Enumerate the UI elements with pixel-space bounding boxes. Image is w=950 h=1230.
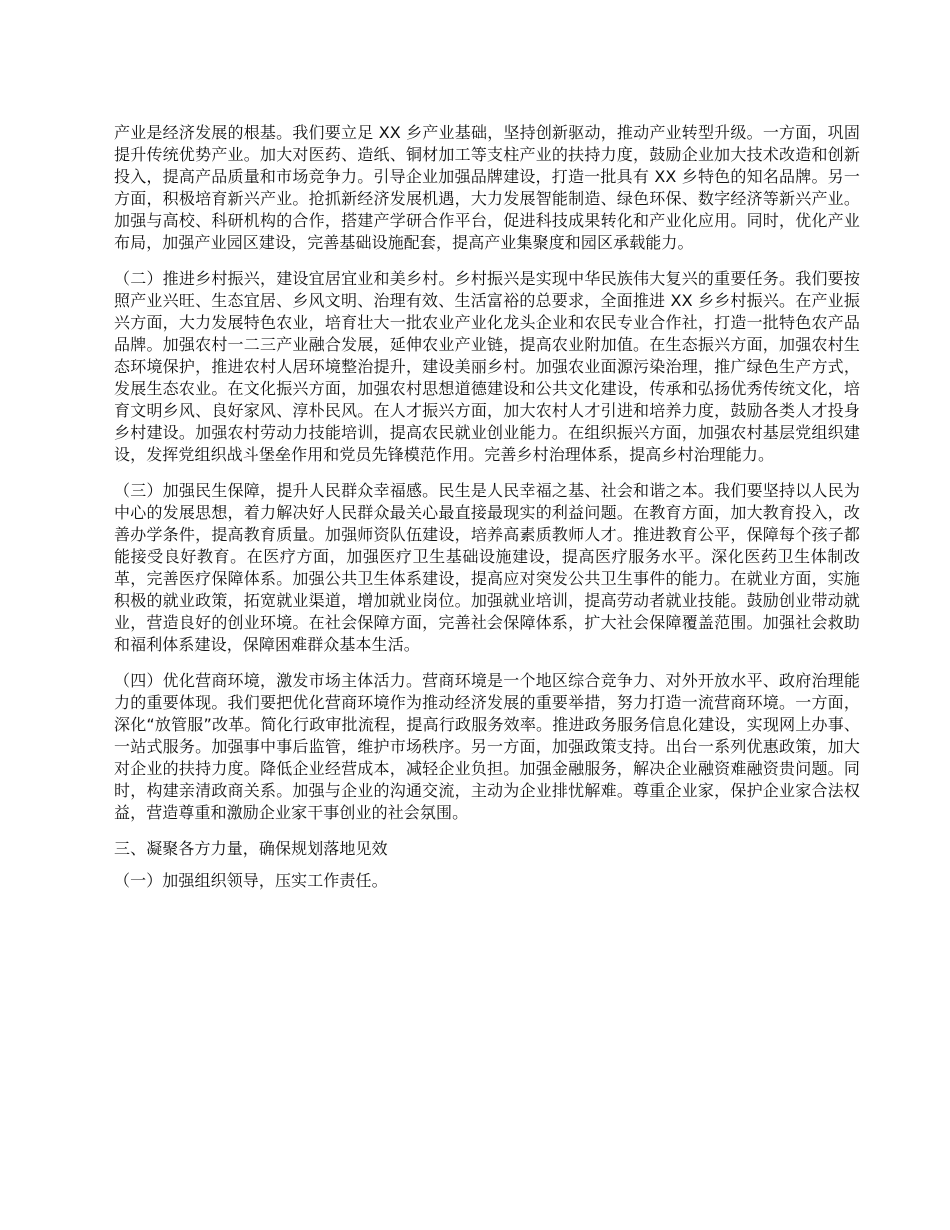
paragraph-industry: 产业是经济发展的根基。我们要立足 XX 乡产业基础，坚持创新驱动，推动产业转型升级。一方面，巩固提升传统优势产业。加大对医药、造纸、铜材加工等支柱产业的扶持力度，鼓励企业加大技术改造和创新投入，提高产品质量和市场竞争力。引导企业加强品牌建设，打造一批具有 XX 乡特色的知名品牌。另一方面，积极培育新兴产业。抢抓新经济发展机遇，大力发展智能制造、绿色环保、数字经济等新兴产业。加强与高校、科研机构的合作，搭建产学研合作平台，促进科技成果转化和产业化应用。同时，优化产业布局，加强产业园区建设，完善基础设施配套，提高产业集聚度和园区承载能力。 bbox=[114, 123, 860, 252]
paragraph-rural-revitalization: （二）推进乡村振兴，建设宜居宜业和美乡村。乡村振兴是实现中华民族伟大复兴的重要任务。我们要按照产业兴旺、生态宜居、乡风文明、治理有效、生活富裕的总要求，全面推进 XX 乡乡村振兴。在产业振兴方面，大力发展特色农业，培育壮大一批农业产业化龙头企业和农民专业合作社，打造一批特色农产品品牌。加强农村一二三产业融合发展，延伸农业产业链，提高农业附加值。在生态振兴方面，加强农村生态环境保护，推进农村人居环境整治提升，建设美丽乡村。加强农业面源污染治理，推广绿色生产方式，发展生态农业。在文化振兴方面，加强农村思想道德建设和公共文化建设，传承和弘扬优秀传统文化，培育文明乡风、良好家风、淳朴民风。在人才振兴方面，加大农村人才引进和培养力度，鼓励各类人才投身乡村建设。加强农村劳动力技能培训，提高农民就业创业能力。在组织振兴方面，加强农村基层党组织建设，发挥党组织战斗堡垒作用和党员先锋模范作用。完善乡村治理体系，提高乡村治理能力。 bbox=[114, 269, 860, 464]
section-heading: 三、凝聚各方力量，确保规划落地见效 bbox=[114, 839, 388, 858]
subsection-heading: （一）加强组织领导，压实工作责任。 bbox=[114, 871, 388, 890]
document-page bbox=[114, 122, 860, 902]
paragraph-livelihood: （三）加强民生保障，提升人民群众幸福感。民生是人民幸福之基、社会和谐之本。我们要坚持以人民为中心的发展思想，着力解决好人民群众最关心最直接最现实的利益问题。在教育方面，加大教育投入，改善办学条件，提高教育质量。加强师资队伍建设，培养高素质教师人才。推进教育公平，保障每个孩子都能接受良好教育。在医疗方面，加强医疗卫生基础设施建设，提高医疗服务水平。深化医药卫生体制改革，完善医疗保障体系。加强公共卫生体系建设，提高应对突发公共卫生事件的能力。在就业方面，实施积极的就业政策，拓宽就业渠道，增加就业岗位。加强就业培训，提高劳动者就业技能。鼓励创业带动就业，营造良好的创业环境。在社会保障方面，完善社会保障体系，扩大社会保障覆盖范围。加强社会救助和福利体系建设，保障困难群众基本生活。 bbox=[114, 481, 860, 654]
paragraph-business-environment: （四）优化营商环境，激发市场主体活力。营商环境是一个地区综合竞争力、对外开放水平、政府治理能力的重要体现。我们要把优化营商环境作为推动经济发展的重要举措，努力打造一流营商环境。一方面，深化“放管服”改革。简化行政审批流程，提高行政服务效率。推进政务服务信息化建设，实现网上办事、一站式服务。加强事中事后监管，维护市场秩序。另一方面，加强政策支持。出台一系列优惠政策，加大对企业的扶持力度。降低企业经营成本，减轻企业负担。加强金融服务，解决企业融资难融资贵问题。同时，构建亲清政商关系。加强与企业的沟通交流，主动为企业排忧解难。尊重企业家，保护企业家合法权益，营造尊重和激励企业家干事创业的社会氛围。 bbox=[114, 671, 860, 822]
